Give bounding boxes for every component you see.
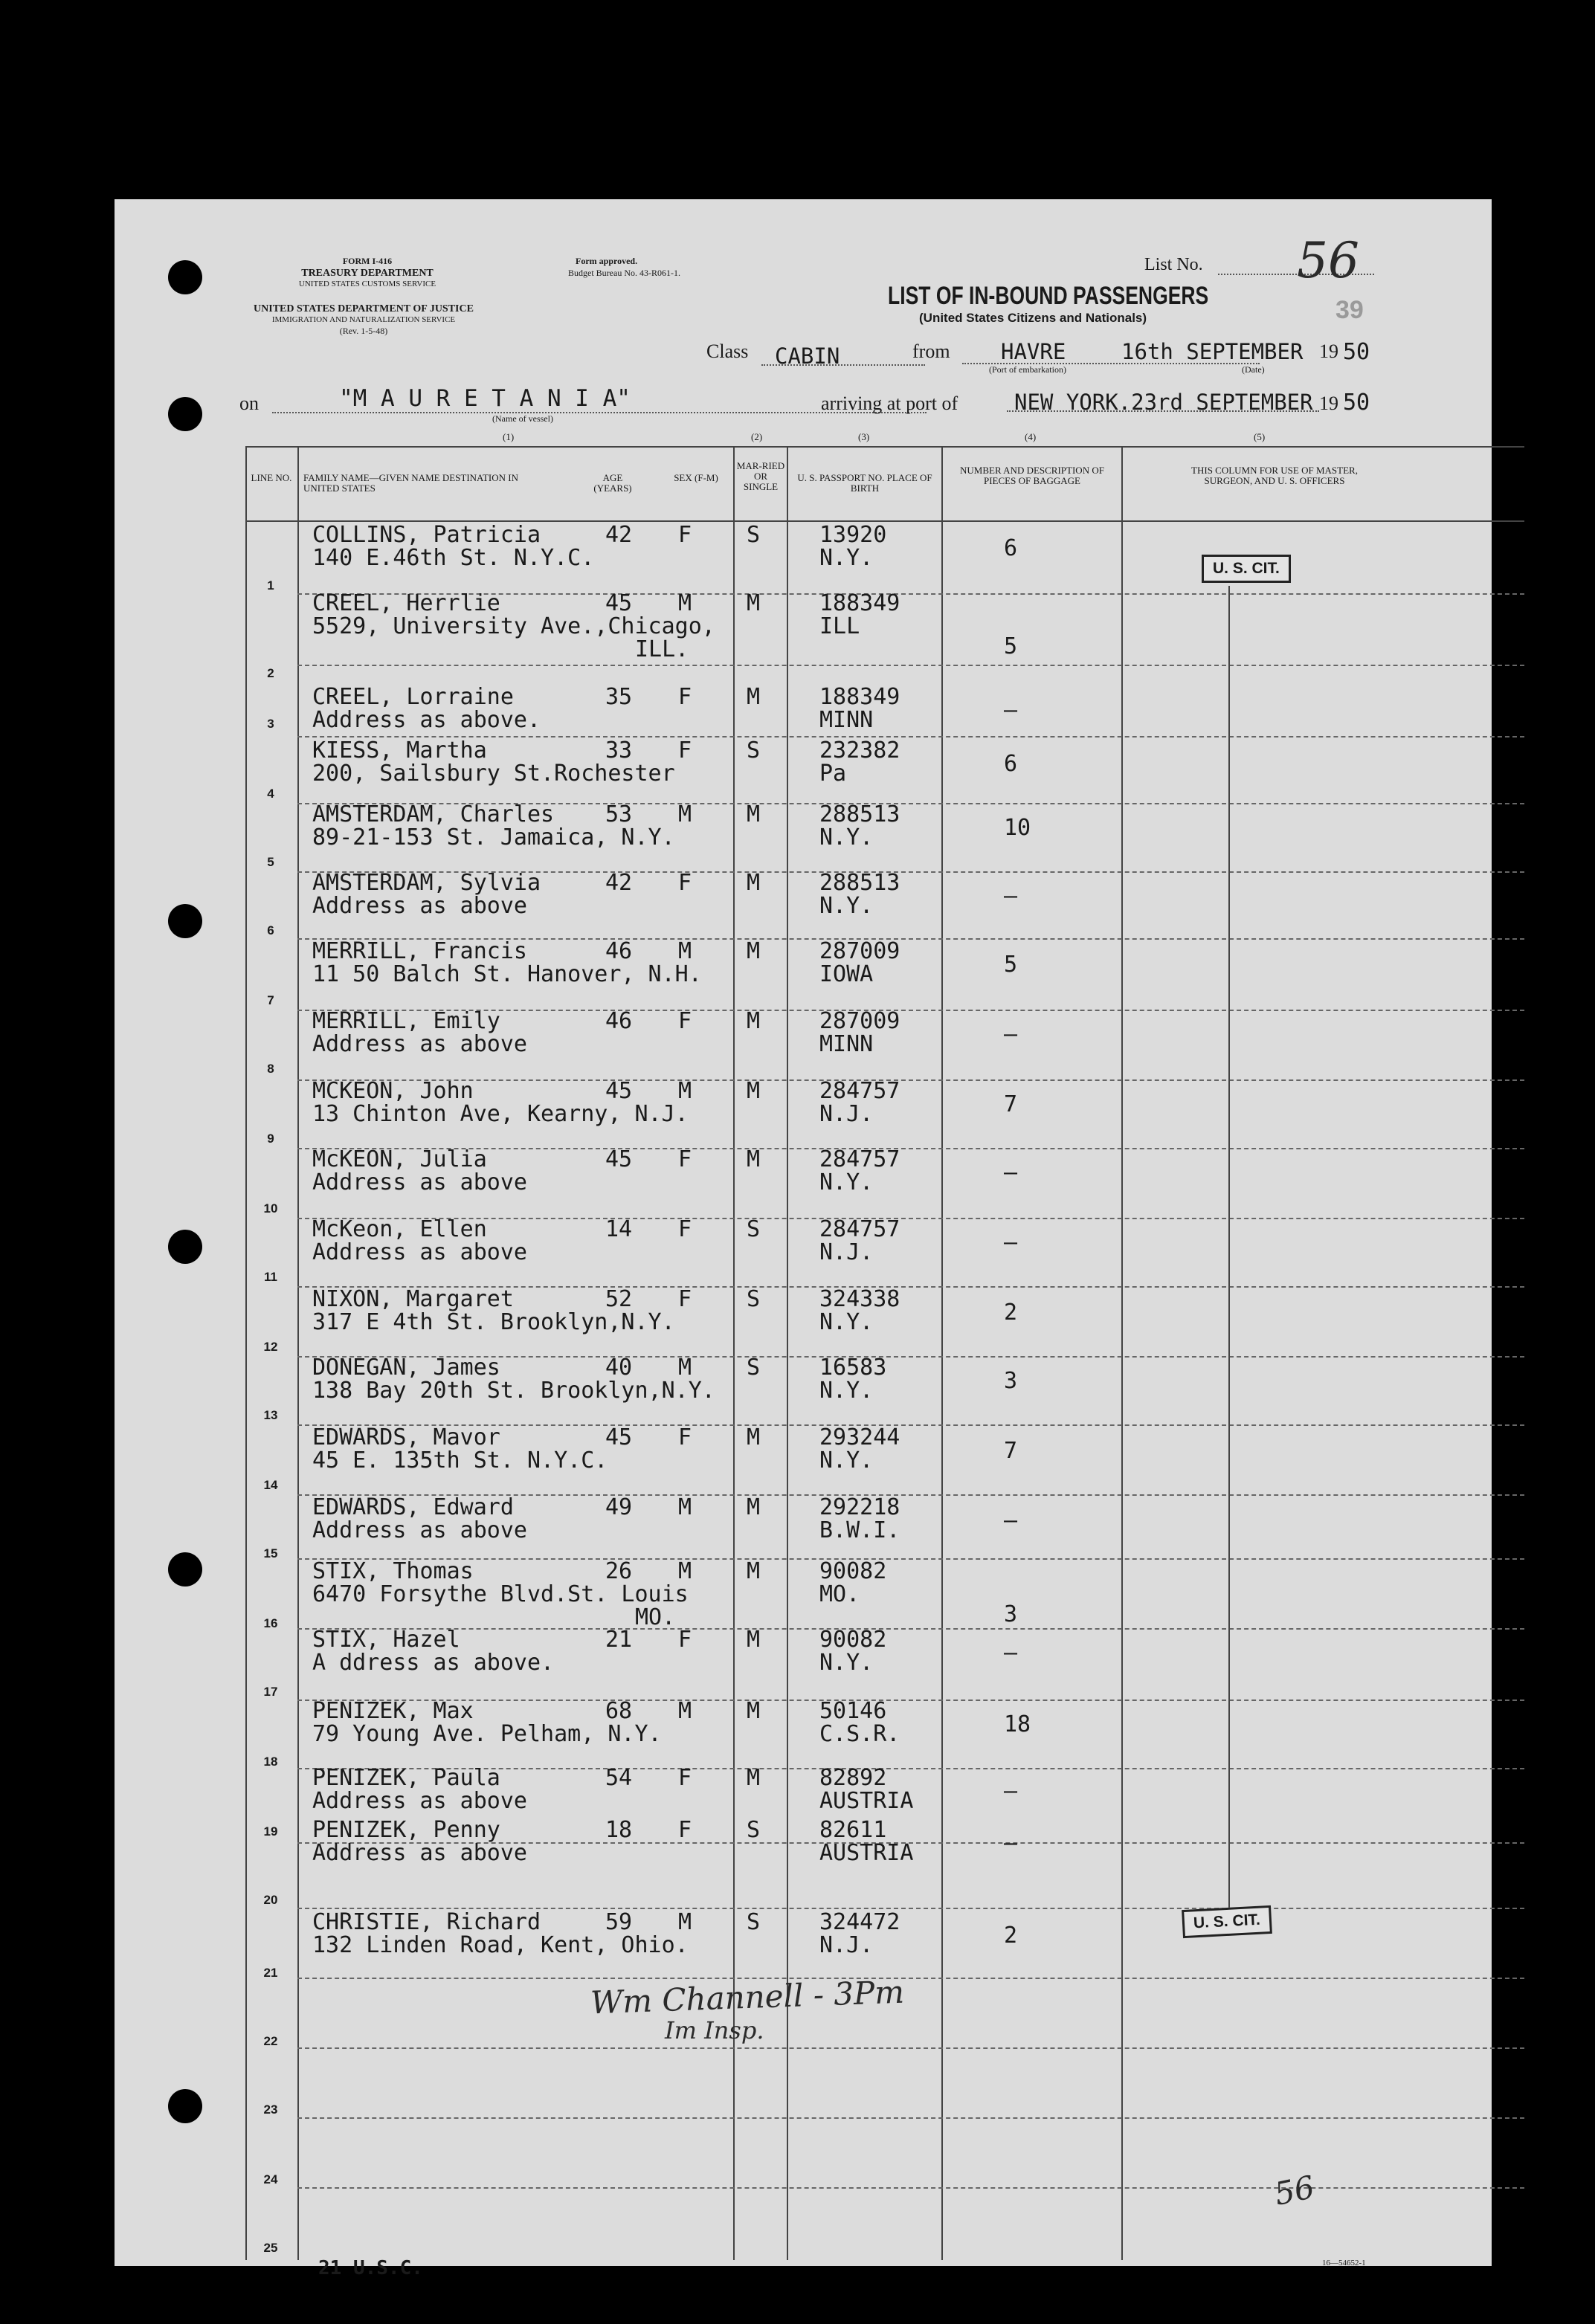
passenger-age: 49 [605,1494,633,1520]
passenger-age: 46 [605,1008,633,1034]
passenger-sex: F [678,1817,692,1843]
header-name: FAMILY NAME—GIVEN NAME DESTINATION IN UNITED STATES [303,472,519,494]
line-number: 11 [264,1270,277,1284]
place-of-birth: N.Y. [819,1378,874,1404]
treasury-dept: TREASURY DEPARTMENT [301,268,434,279]
passport-number: 188349 [819,684,900,710]
passenger-name: NIXON, Margaret [312,1286,514,1312]
marital-status: M [747,1627,761,1653]
marital-status: M [747,590,761,616]
from-port: HAVRE [1001,339,1066,364]
passenger-age: 40 [605,1355,633,1381]
place-of-birth: N.J. [819,1932,874,1958]
passenger-address-line2: MO. [635,1604,676,1630]
passenger-address: 132 Linden Road, Kent, Ohio. [312,1932,689,1958]
passenger-name: MERRILL, Francis [312,938,527,964]
baggage-count: — [1004,1778,1018,1804]
arrival-year-prefix: 19 [1319,393,1338,414]
place-of-birth: N.Y. [819,824,874,850]
place-of-birth: MO. [819,1581,860,1607]
arriving-label: arriving at port of [821,393,958,414]
line-number: 17 [263,1685,278,1699]
revision: (Rev. 1-5-48) [339,326,388,336]
baggage-count: — [1004,1830,1018,1856]
passenger-age: 45 [605,1078,633,1104]
baggage-count: 7 [1004,1438,1018,1464]
passenger-age: 59 [605,1909,633,1935]
list-no-label: List No. [1144,255,1203,274]
passenger-address: 79 Young Ave. Pelham, N.Y. [312,1721,662,1747]
line-number: 24 [263,2172,278,2186]
place-of-birth: B.W.I. [819,1517,900,1543]
print-code: 16—54652-1 [1322,2259,1366,2267]
passenger-name: AMSTERDAM, Sylvia [312,870,541,896]
place-of-birth: AUSTRIA [819,1840,914,1866]
passenger-address-line2: ILL. [635,636,689,662]
budget-bureau: Budget Bureau No. 43-R061-1. [568,268,680,278]
page-title: LIST OF IN-BOUND PASSENGERS [888,282,1209,310]
marital-status: S [747,737,761,764]
arrival-port-date: NEW YORK.23rd SEPTEMBER [1014,390,1313,415]
marital-status: S [747,1909,761,1935]
passport-number: 284757 [819,1146,900,1172]
passenger-age: 45 [605,1146,633,1172]
passport-number: 324338 [819,1286,900,1312]
passenger-name: PENIZEK, Paula [312,1765,500,1791]
place-of-birth: AUSTRIA [819,1788,914,1814]
passenger-sex: F [678,684,692,710]
departure-date: 16th SEPTEMBER [1121,339,1304,364]
passport-number: 324472 [819,1909,900,1935]
vessel-name: "M A U R E T A N I A" [339,385,631,412]
baggage-count: — [1004,1230,1018,1256]
passport-number: 287009 [819,1008,900,1034]
baggage-count: 5 [1004,633,1018,659]
marital-status: M [747,1558,761,1584]
passenger-age: 42 [605,870,633,896]
passenger-sex: M [678,801,692,827]
passenger-name: STIX, Hazel [312,1627,460,1653]
col-number-1: (1) [503,431,515,442]
passenger-address: 45 E. 135th St. N.Y.C. [312,1447,608,1474]
passenger-name: MERRILL, Emily [312,1008,500,1034]
passenger-sex: F [678,1146,692,1172]
passenger-age: 21 [605,1627,633,1653]
line-number: 4 [267,787,274,801]
passenger-name: CREEL, Herrlie [312,590,500,616]
inspector-title: Im Insp. [665,2016,764,2044]
passenger-age: 53 [605,801,633,827]
place-of-birth: N.Y. [819,893,874,919]
passenger-address: Address as above [312,893,527,919]
passenger-age: 46 [605,938,633,964]
passenger-sex: M [678,1558,692,1584]
line-number: 3 [267,717,274,731]
passport-number: 16583 [819,1355,887,1381]
margin-number: 56 [1271,2168,1318,2213]
passenger-address: 140 E.46th St. N.Y.C. [312,545,595,571]
passenger-address: 6470 Forsythe Blvd.St. Louis [312,1581,689,1607]
marital-status: M [747,1146,761,1172]
line-number: 22 [263,2034,278,2048]
passenger-sex: F [678,1627,692,1653]
marital-status: M [747,1765,761,1791]
binder-hole [168,397,202,431]
line-number: 19 [263,1824,278,1839]
list-no-handwritten: 56 [1297,232,1359,289]
line-number: 2 [267,666,274,680]
passenger-address: Address as above [312,1517,527,1543]
inspector-signature: Wm Channell - 3Pm [590,1973,905,2021]
line-number: 23 [263,2102,278,2117]
marital-status: S [747,1817,761,1843]
binder-hole [168,1552,202,1587]
place-of-birth: N.Y. [819,545,874,571]
passenger-sex: M [678,938,692,964]
passenger-sex: M [678,1078,692,1104]
passport-number: 284757 [819,1216,900,1242]
passport-number: 90082 [819,1627,887,1653]
baggage-count: — [1004,1508,1018,1534]
passenger-age: 33 [605,737,633,764]
place-of-birth: N.Y. [819,1650,874,1676]
passenger-address: Address as above [312,1840,527,1866]
passport-number: 288513 [819,870,900,896]
header-married: MAR-RIED OR SINGLE [736,460,785,492]
passenger-name: COLLINS, Patricia [312,522,541,548]
justice-dept: UNITED STATES DEPARTMENT OF JUSTICE [254,303,474,314]
line-number: 10 [263,1201,278,1216]
passenger-name: McKEON, Julia [312,1146,487,1172]
marital-status: M [747,1078,761,1104]
header-baggage: NUMBER AND DESCRIPTION OF PIECES OF BAGGAGE [960,465,1104,486]
passenger-address: Address as above. [312,707,541,733]
passport-number: 82892 [819,1765,887,1791]
baggage-count: 6 [1004,535,1018,561]
passenger-sex: M [678,590,692,616]
on-label: on [239,393,259,414]
passport-number: 232382 [819,737,900,764]
passenger-age: 14 [605,1216,633,1242]
marital-status: M [747,1424,761,1450]
line-number: 12 [263,1340,278,1354]
passenger-age: 18 [605,1817,633,1843]
marital-status: M [747,938,761,964]
marital-status: M [747,684,761,710]
ins-service: IMMIGRATION AND NATURALIZATION SERVICE [271,315,456,324]
year-value: 50 [1343,339,1370,365]
baggage-count: 2 [1004,1923,1018,1949]
passenger-name: EDWARDS, Edward [312,1494,514,1520]
customs-service: UNITED STATES CUSTOMS SERVICE [298,280,436,288]
passenger-age: 45 [605,1424,633,1450]
passenger-address: Address as above [312,1031,527,1057]
line-number: 9 [267,1132,274,1146]
line-number: 7 [267,993,274,1007]
passenger-sex: M [678,1355,692,1381]
passenger-address: 200, Sailsbury St.Rochester [312,761,675,787]
us-citizen-stamp: U. S. CIT. [1202,555,1291,583]
year-prefix: 19 [1319,340,1338,362]
col-number-2: (2) [751,431,763,442]
marital-status: M [747,801,761,827]
us-citizen-stamp: U. S. CIT. [1182,1905,1272,1938]
port-caption: (Port of embarkation) [989,364,1066,375]
passport-number: 82611 [819,1817,887,1843]
passport-number: 50146 [819,1698,887,1724]
passenger-address: 13 Chinton Ave, Kearny, N.J. [312,1101,689,1127]
class-label: Class [706,340,749,362]
line-number: 6 [267,923,274,937]
passenger-sex: F [678,1286,692,1312]
marital-status: S [747,1286,761,1312]
passenger-age: 68 [605,1698,633,1724]
passenger-sex: M [678,1698,692,1724]
baggage-count: 7 [1004,1091,1018,1117]
baggage-count: 3 [1004,1601,1018,1627]
col-number-3: (3) [858,431,870,442]
passenger-address: Address as above [312,1239,527,1265]
marital-status: M [747,1494,761,1520]
baggage-count: 10 [1004,815,1031,841]
line-number: 5 [267,855,274,869]
line-number: 16 [263,1616,278,1630]
baggage-count: — [1004,697,1018,723]
place-of-birth: MINN [819,1031,874,1057]
passenger-sex: M [678,1909,692,1935]
marital-status: M [747,870,761,896]
header-line-no: LINE NO. [251,472,292,483]
passenger-age: 42 [605,522,633,548]
place-of-birth: ILL [819,613,860,639]
passport-number: 284757 [819,1078,900,1104]
passport-number: 188349 [819,590,900,616]
baggage-count: — [1004,1160,1018,1186]
place-of-birth: IOWA [819,961,874,987]
place-of-birth: MINN [819,707,874,733]
passenger-name: CREEL, Lorraine [312,684,514,710]
passenger-sex: M [678,1494,692,1520]
baggage-count: 6 [1004,751,1018,777]
baggage-count: — [1004,1021,1018,1048]
place-of-birth: C.S.R. [819,1721,900,1747]
place-of-birth: N.Y. [819,1447,874,1474]
baggage-count: 3 [1004,1368,1018,1394]
passenger-sex: F [678,870,692,896]
passenger-sex: F [678,1216,692,1242]
baggage-count: 5 [1004,952,1018,978]
passenger-address: Address as above [312,1788,527,1814]
form-approved: Form approved. [576,256,638,266]
passenger-address: 5529, University Ave.,Chicago, [312,613,715,639]
line-number: 14 [263,1478,278,1492]
passenger-sex: F [678,522,692,548]
baggage-count: 2 [1004,1300,1018,1326]
passport-number: 13920 [819,522,887,548]
passenger-address: A ddress as above. [312,1650,555,1676]
binder-hole [168,2089,202,2123]
passenger-sex: F [678,1424,692,1450]
statute-footer: 21 U.S.C. [318,2257,423,2279]
passport-number: 90082 [819,1558,887,1584]
passenger-age: 26 [605,1558,633,1584]
marital-status: S [747,1216,761,1242]
baggage-count: — [1004,1640,1018,1666]
place-of-birth: N.J. [819,1239,874,1265]
place-of-birth: N.Y. [819,1309,874,1335]
passenger-address: 138 Bay 20th St. Brooklyn,N.Y. [312,1378,715,1404]
line-number: 1 [267,578,274,593]
marital-status: M [747,1008,761,1034]
header-sex: SEX (F-M) [674,472,718,483]
baggage-count: 18 [1004,1711,1031,1737]
line-number: 8 [267,1062,274,1076]
passenger-age: 52 [605,1286,633,1312]
baggage-count: — [1004,883,1018,909]
line-number: 13 [263,1408,278,1422]
class-value: CABIN [775,343,840,369]
passenger-sex: F [678,1765,692,1791]
page-subtitle: (United States Citizens and Nationals) [919,311,1147,325]
passenger-sex: F [678,737,692,764]
passenger-address: 89-21-153 St. Jamaica, N.Y. [312,824,675,850]
line-number: 18 [263,1755,278,1769]
passport-number: 292218 [819,1494,900,1520]
passenger-age: 35 [605,684,633,710]
col-number-4: (4) [1025,431,1037,442]
from-label: from [912,340,950,362]
passenger-name: PENIZEK, Max [312,1698,474,1724]
passenger-address: Address as above [312,1169,527,1195]
passport-number: 287009 [819,938,900,964]
passenger-name: EDWARDS, Mavor [312,1424,500,1450]
passenger-age: 45 [605,590,633,616]
list-no-faint: 39 [1335,296,1364,324]
passenger-name: PENIZEK, Penny [312,1817,500,1843]
place-of-birth: Pa [819,761,847,787]
line-number: 20 [263,1893,278,1907]
place-of-birth: N.Y. [819,1169,874,1195]
place-of-birth: N.J. [819,1101,874,1127]
passenger-name: McKeon, Ellen [312,1216,487,1242]
marital-status: M [747,1698,761,1724]
binder-hole [168,1230,202,1264]
passenger-name: KIESS, Martha [312,737,487,764]
line-number: 25 [263,2241,278,2255]
passenger-age: 54 [605,1765,633,1791]
passenger-address: 317 E 4th St. Brooklyn,N.Y. [312,1309,675,1335]
header-age: AGE (YEARS) [593,472,632,494]
col-number-5: (5) [1254,431,1266,442]
passport-number: 293244 [819,1424,900,1450]
date-caption: (Date) [1242,364,1265,375]
passport-number: 288513 [819,801,900,827]
manifest-sheet [115,199,1492,2279]
binder-hole [168,260,202,294]
binder-hole [168,904,202,938]
vessel-caption: (Name of vessel) [492,413,553,424]
header-officers: THIS COLUMN FOR USE OF MASTER, SURGEON, AND U. S. OFFICERS [1191,465,1358,486]
passenger-name: CHRISTIE, Richard [312,1909,541,1935]
marital-status: S [747,1355,761,1381]
passenger-name: MCKEON, John [312,1078,474,1104]
passenger-sex: F [678,1008,692,1034]
marital-status: S [747,522,761,548]
passenger-name: AMSTERDAM, Charles [312,801,555,827]
arrival-year: 50 [1343,390,1370,416]
header-passport: U. S. PASSPORT NO. PLACE OF BIRTH [797,472,932,494]
line-number: 21 [263,1966,278,1980]
form-number: FORM I-416 [342,256,393,266]
passenger-name: DONEGAN, James [312,1355,500,1381]
passenger-address: 11 50 Balch St. Hanover, N.H. [312,961,702,987]
passenger-name: STIX, Thomas [312,1558,474,1584]
line-number: 15 [263,1546,278,1560]
